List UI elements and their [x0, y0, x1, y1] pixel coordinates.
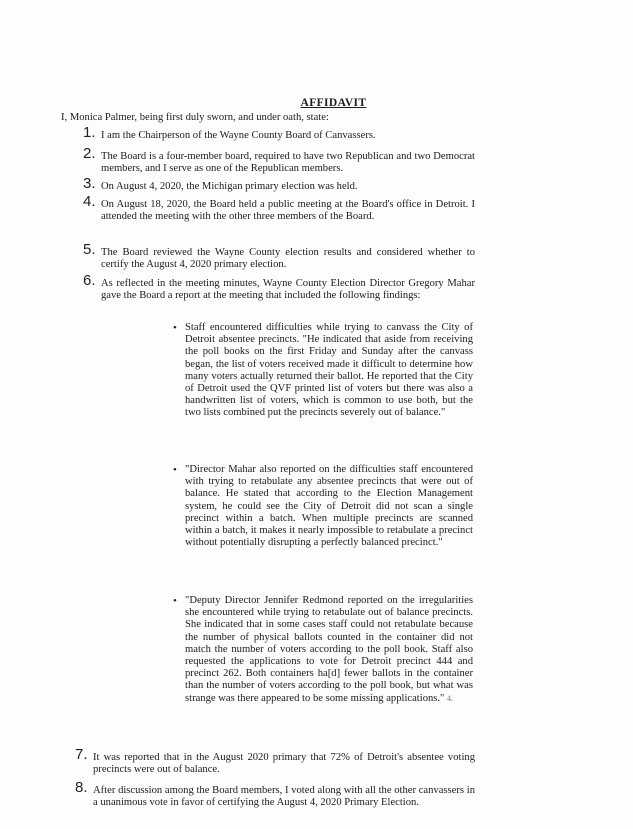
finding-text: [185, 595, 473, 705]
paragraph-number: 4.: [83, 193, 96, 210]
finding-quote: "Deputy Director Jennifer Redmond reported on the irregularities she encountered while trying to retabulate out of balance precincts. She indicated that in some cases staff could not retabulate because the number of physical ballots counted in the container did not match the number of voters according to the poll book. Staff also requested the applications to vote for Detroit precinct 444 and precinct 262. Both containers ha[d] fewer ballots in the container than the number of voters according to the poll book, but what was strange was there appeared to be some missing applications.": [185, 595, 473, 704]
paragraph-text: As reflected in the meeting minutes, Wayne County Election Director Gregory Mahar gave the Board a report at the meeting that included the following findings:: [101, 278, 475, 302]
bullet-icon: •: [173, 464, 177, 476]
paragraph-number: 3.: [83, 175, 96, 192]
paragraph-text: The Board reviewed the Wayne County election results and considered whether to certify the August 4, 2020 primary election.: [101, 247, 475, 271]
document-title: AFFIDAVIT: [300, 97, 367, 109]
footnote-ref: 4.: [447, 693, 454, 703]
finding-text: "Director Mahar also reported on the difficulties staff encountered with trying to retabulate any absentee precincts that were out of balance. He stated that according to the Election Management system, he could see the City of Detroit did not scan a single precinct within a batch. When multiple precincts are scanned within a batch, it makes it nearly impossible to retabulate a precinct without potentially disrupting a perfectly balanced precinct.": [185, 464, 473, 549]
paragraph-1: [83, 124, 475, 142]
paragraph-number: 8.: [75, 779, 88, 796]
paragraph-text: It was reported that in the August 2020 primary that 72% of Detroit's absentee voting precincts were out of balance.: [93, 752, 475, 776]
paragraph-number: 2.: [83, 145, 96, 162]
paragraph-number: 1.: [83, 124, 96, 141]
paragraph-text: After discussion among the Board members, I voted along with all the other canvassers in a unanimous vote in favor of certifying the August 4, 2020 Primary Election.: [93, 785, 475, 809]
intro-statement: I, Monica Palmer, being first duly sworn, and under oath, state:: [61, 112, 329, 123]
paragraph-3: [83, 175, 475, 193]
paragraph-2: [83, 145, 475, 176]
paragraph-number: 5.: [83, 241, 96, 258]
paragraph-5: [83, 241, 475, 272]
paragraph-number: 6.: [83, 272, 96, 289]
paragraph-text: I am the Chairperson of the Wayne County Board of Canvassers.: [101, 130, 376, 141]
paragraph-text: On August 18, 2020, the Board held a public meeting at the Board's office in Detroit. I attended the meeting with the other three members of the Board.: [101, 199, 475, 223]
finding-bullet-2: [173, 464, 473, 549]
paragraph-4: [83, 193, 475, 224]
paragraph-text: On August 4, 2020, the Michigan primary election was held.: [101, 181, 358, 192]
paragraph-text: The Board is a four-member board, required to have two Republican and two Democrat members, and I serve as one of the Republican members.: [101, 151, 475, 175]
finding-text: Staff encountered difficulties while trying to canvass the City of Detroit absentee precincts. "He indicated that aside from receiving the poll books on the first Friday and Sunday after the canvass began, the list of voters received made it difficult to determine how many voters actually returned their ballot. He reported that the City of Detroit used the QVF printed list of voters but there was also a handwritten list of voters, which is common to use both, but the two lists combined put the precincts severely out of balance.": [185, 322, 473, 419]
paragraph-8: [75, 779, 475, 810]
bullet-icon: •: [173, 322, 177, 334]
finding-bullet-3: [173, 595, 473, 705]
paragraph-6: [83, 272, 475, 303]
paragraph-7: [75, 746, 475, 777]
bullet-icon: •: [173, 595, 177, 607]
finding-bullet-1: [173, 322, 473, 420]
paragraph-number: 7.: [75, 746, 88, 763]
